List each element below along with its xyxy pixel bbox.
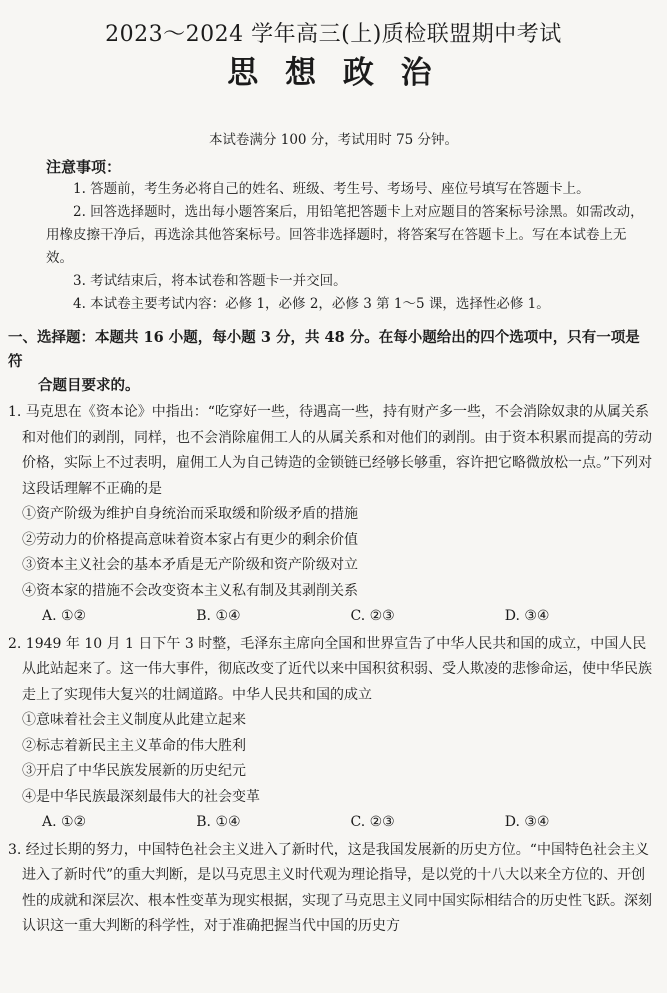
exam-title: 2023～2024 学年高三(上)质检联盟期中考试 <box>105 22 562 47</box>
notice-heading: 注意事项： <box>46 158 122 176</box>
notice-item: 1. 答题前，考生务必将自己的姓名、班级、考生号、考场号、座位号填写在答题卡上。 <box>73 181 590 197</box>
choice-b: B. ①④ <box>196 608 241 624</box>
notice-item: 4. 本试卷主要考试内容：必修 1，必修 2，必修 3 第 1～5 课，选择性必修 1。 <box>73 296 550 312</box>
question-stem-3: 3. 经过长期的努力，中国特色社会主义进入了新时代，这是我国发展新的历史方位。“中国特色社会主义进入了新时代”的重大判断，是以马克思主义时代观为理论指导，是以党的十八大以来全方位的、开创性的成就和深层次、根本性变革为现实根据，实现了马克思主义同中国实际相结合的历史性飞跃。深刻认识这一重大判断的科学性，对于准确把握当代中国的历史方 <box>8 841 652 934</box>
statement: ②劳动力的价格提高意味着资本家占有更少的剩余价值 <box>22 531 358 548</box>
choice-a: A. ①② <box>42 814 87 830</box>
section-heading <box>8 326 659 398</box>
section-heading-line2: 合题目要求的。 <box>38 377 140 394</box>
statement: ③资本主义社会的基本矛盾是无产阶级和资产阶级对立 <box>22 557 358 573</box>
choice-b: B. ①④ <box>196 814 241 830</box>
choice-row-2 <box>8 810 659 836</box>
choice-row-1 <box>8 604 659 630</box>
choice-c: C. ②③ <box>350 608 395 624</box>
statement: ③开启了中华民族发展新的历史纪元 <box>22 763 246 779</box>
statement: ④资本家的措施不会改变资本主义私有制及其剥削关系 <box>22 582 358 599</box>
choice-c: C. ②③ <box>350 814 395 830</box>
statement: ②标志着新民主主义革命的伟大胜利 <box>22 737 246 754</box>
notice-item: 2. 回答选择题时，选出每小题答案后，用铅笔把答题卡上对应题目的答案标号涂黑。如需改动，用橡皮擦干净后，再选涂其他答案标号。回答非选择题时，将答案写在答题卡上。写在本试卷上无效。 <box>46 204 644 266</box>
subject-title: 思 想 政 治 <box>227 55 440 91</box>
exam-meta: 本试卷满分 100 分，考试用时 75 分钟。 <box>208 132 459 148</box>
choice-a: A. ①② <box>42 608 87 624</box>
notice-item: 3. 考试结束后，将本试卷和答题卡一并交回。 <box>73 273 347 289</box>
choice-d: D. ③④ <box>504 608 550 624</box>
question-stem-2: 2. 1949 年 10 月 1 日下午 3 时整，毛泽东主席向全国和世界宣告了中华人民共和国的成立，中国人民从此站起来了。这一伟大事件，彻底改变了近代以来中国积贫积弱、受人欺凌的悲惨命运，使中华民族走上了实现伟大复兴的壮阔道路。中华人民共和国的成立 <box>8 635 652 703</box>
choice-d: D. ③④ <box>504 814 550 830</box>
section-heading-line1: 一、选择题：本题共 16 小题，每小题 3 分，共 48 分。在每小题给出的四个选项中，只有一项是符 <box>8 329 640 370</box>
statement: ④是中华民族最深刻最伟大的社会变革 <box>22 788 260 805</box>
statement: ①意味着社会主义制度从此建立起来 <box>22 712 246 728</box>
question-stem-1: 1. 马克思在《资本论》中指出：“吃穿好一些，待遇高一些，持有财产多一些，不会消除奴隶的从属关系和对他们的剥削，同样，也不会消除雇佣工人的从属关系和对他们的剥削。由于资本积累而提高的劳动价格，实际上不过表明，雇佣工人为自己铸造的金锁链已经够长够重，容许把它略微放松一点。”下列对这段话理解不正确的是 <box>8 404 653 497</box>
statement: ①资产阶级为维护自身统治而采取缓和阶级矛盾的措施 <box>22 506 358 522</box>
